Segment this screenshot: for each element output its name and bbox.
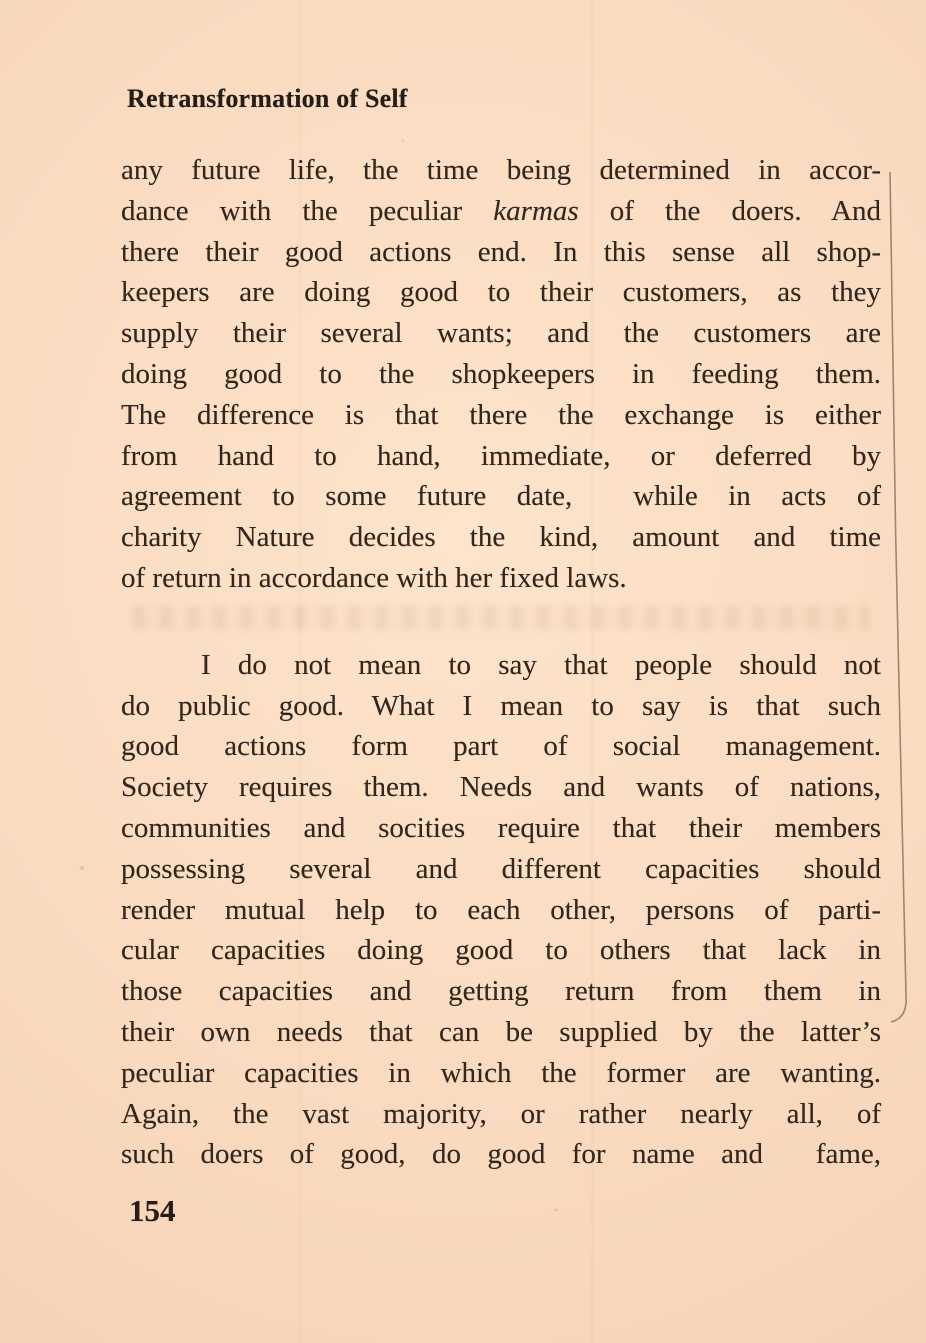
text-line: peculiar capacities in which the former are wanting.	[121, 1056, 881, 1089]
text-line: The difference is that there the exchange is either	[121, 398, 881, 431]
text-line: cular capacities doing good to others that lack in	[121, 934, 881, 967]
text-line: of return in accordance with her fixed laws.	[121, 561, 627, 594]
text-line: there their good actions end. In this sense all shop-	[121, 235, 881, 268]
text-line: do public good. What I mean to say is that such	[121, 689, 881, 722]
running-header: Retransformation of Self	[127, 84, 408, 113]
text-line: those capacities and getting return from them in	[121, 975, 881, 1008]
text-line: Society requires them. Needs and wants of nations,	[121, 771, 881, 804]
text-line: supply their several wants; and the customers are	[121, 317, 881, 350]
text-line: from hand to hand, immediate, or deferred by	[121, 439, 881, 472]
paragraph	[121, 645, 881, 1175]
text-line: communities and socities require that their members	[121, 811, 881, 844]
text-line: Again, the vast majority, or rather nearly all, of	[121, 1097, 881, 1130]
text-line: I do not mean to say that people should not	[201, 648, 881, 681]
body-text	[121, 150, 881, 1175]
text-line: possessing several and different capacities should	[121, 852, 881, 885]
text-line: charity Nature decides the kind, amount and time	[121, 521, 881, 554]
text-line: doing good to the shopkeepers in feeding them.	[121, 357, 881, 390]
text-line: any future life, the time being determined in accor-	[121, 154, 881, 186]
page-number: 154	[129, 1193, 176, 1228]
text-line: render mutual help to each other, persons of parti-	[121, 893, 881, 926]
text-line: such doers of good, do good for name and fame,	[121, 1138, 881, 1171]
paragraph	[121, 150, 881, 599]
text-line: agreement to some future date, while in acts of	[121, 480, 881, 513]
text-line: dance with the peculiar karmas of the doers. And	[121, 194, 881, 227]
ink-bleed-ghost	[132, 606, 870, 630]
text-line: their own needs that can be supplied by the latter’s	[121, 1015, 881, 1048]
text-line: keepers are doing good to their customers, as they	[121, 276, 881, 309]
text-line: good actions form part of social management.	[121, 730, 881, 763]
